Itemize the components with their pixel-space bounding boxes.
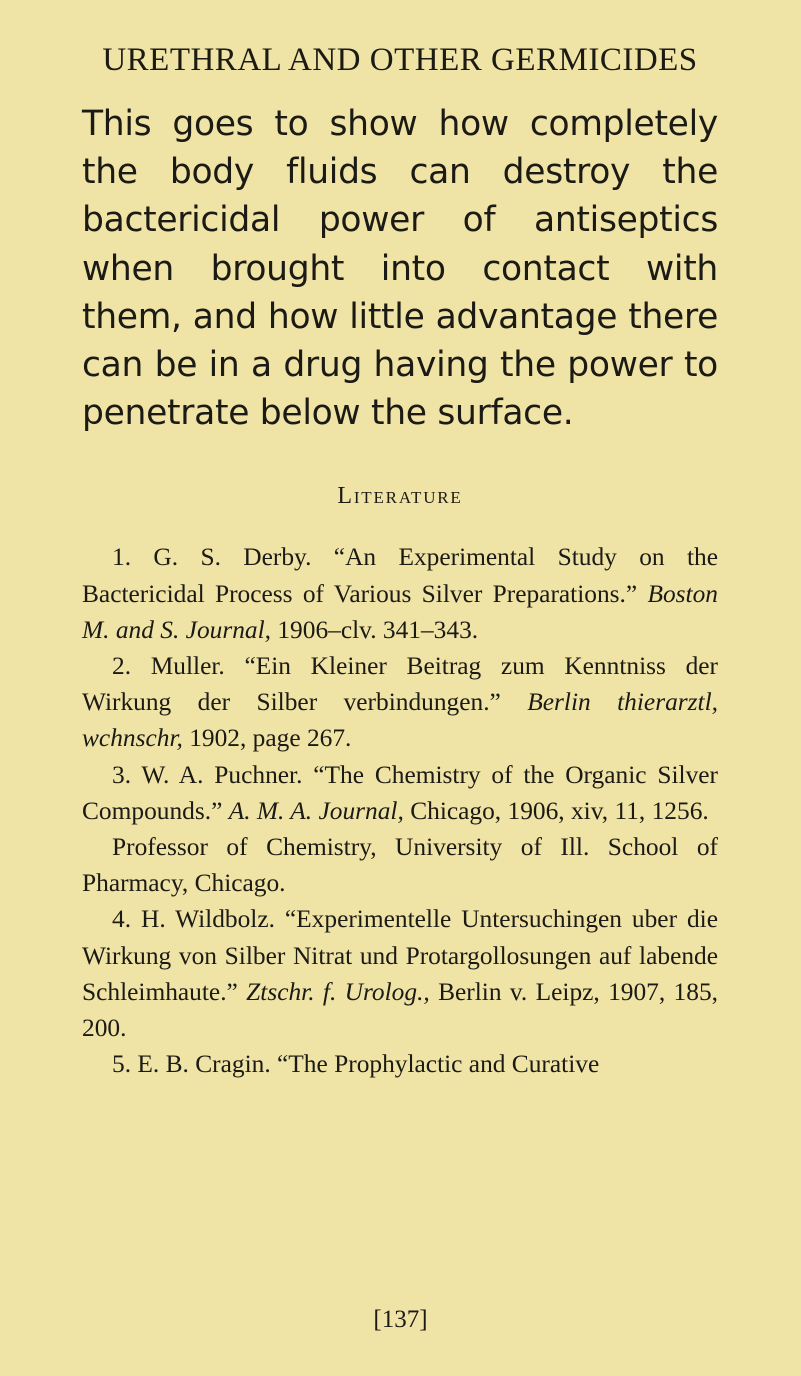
- reference-5: 5. E. B. Cragin. “The Prophylactic and Curative: [112, 1050, 600, 1079]
- reference-list: [82, 539, 718, 1082]
- page-number: [137]: [373, 1306, 428, 1333]
- reference-1: 1. G. S. Derby. “An Experimental Study on the Bactericidal Process of Various Silver Preparations.” Boston M. and S. Journal, 1906–clv. 341–343.: [82, 543, 718, 644]
- running-head: URETHRAL AND OTHER GERMICIDES: [102, 42, 698, 78]
- page-content: [82, 40, 718, 1082]
- literature-heading: Literature: [337, 483, 463, 510]
- reference-1-source: Boston M. and S. Journal,: [82, 579, 718, 644]
- reference-3-note: Professor of Chemistry, University of Ill. School of Pharmacy, Chicago.: [82, 833, 718, 898]
- intro-paragraph: This goes to show how completely the body fluids can destroy the bactericidal power of antiseptics when brought into contact with them, and how little advantage there can be in a drug having the power to penetrate below the surface.: [82, 104, 718, 434]
- reference-2-source: Berlin thierarztl, wchnschr,: [82, 688, 718, 753]
- reference-2: 2. Muller. “Ein Kleiner Beitrag zum Kenntniss der Wirkung der Silber verbindungen.” Berlin thierarztl, wchnschr, 1902, page 267.: [82, 652, 718, 753]
- reference-4: 4. H. Wildbolz. “Experimentelle Untersuchingen uber die Wirkung von Silber Nitrat und Protargollosungen auf labende Schleimhaute.” Ztschr. f. Urolog., Berlin v. Leipz, 1907, 185, 200.: [82, 905, 718, 1043]
- reference-3-source: A. M. A. Journal,: [228, 796, 404, 825]
- reference-3: 3. W. A. Puchner. “The Chemistry of the Organic Silver Compounds.” A. M. A. Journal, Chicago, 1906, xiv, 11, 1256.: [82, 760, 718, 825]
- reference-4-source: Ztschr. f. Urolog.,: [246, 977, 430, 1006]
